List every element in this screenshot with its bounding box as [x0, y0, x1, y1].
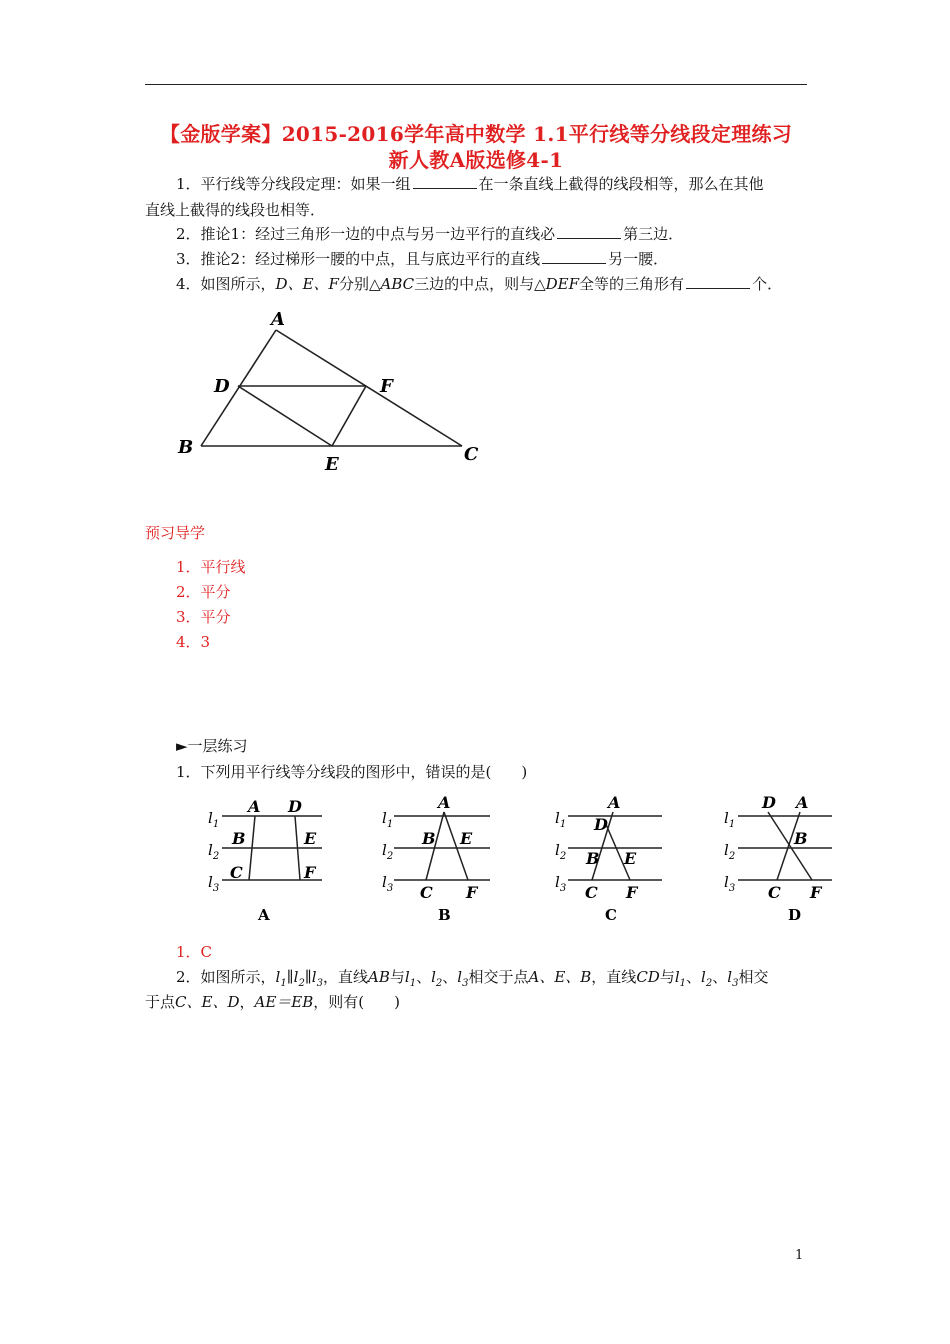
option-d-figure: [724, 793, 832, 924]
side-ab: [201, 330, 276, 446]
option-c-figure: [555, 793, 662, 924]
q4-text-e: 三边的中点，则与△: [414, 275, 546, 293]
header-rule: [145, 84, 807, 85]
preview-answer-4: 4．3: [176, 633, 211, 651]
q3-text-b: 另一腰．: [608, 250, 669, 268]
q2-text-a: 2．推论1：经过三角形一边的中点与另一边平行的直线必: [176, 225, 556, 243]
preview-answer-2: 2．平分: [176, 583, 231, 601]
q4-text-h: 个．: [752, 275, 783, 293]
doc-title-line2: 新人教A版选修4-1: [388, 148, 564, 172]
option-c-label-b: B: [586, 849, 600, 868]
label-e: E: [325, 454, 339, 475]
option-c-l3-label: $l_3$: [555, 873, 567, 894]
triangle-figure: [170, 300, 490, 480]
option-a-label-d: D: [288, 797, 302, 816]
q4-text-a: 4．如图所示，: [176, 275, 276, 293]
preview-answer-3: 3．平分: [176, 608, 231, 626]
option-b-label-a: A: [438, 793, 451, 812]
label-f: F: [380, 376, 393, 397]
option-d-l3-label: $l_3$: [724, 873, 736, 894]
page-number: 1: [795, 1248, 804, 1263]
option-a-l2-label: $l_2$: [208, 841, 220, 862]
triangle-lines: [201, 330, 462, 446]
option-b-label-b: B: [422, 829, 436, 848]
q1-blank: [413, 174, 477, 189]
segment-ef: [332, 386, 366, 446]
option-d-label-c: C: [768, 883, 781, 902]
q1-text-b: 在一条直线上截得的线段相等，那么在其他: [478, 175, 764, 193]
option-c-label-d: D: [594, 815, 608, 834]
option-a-l1-label: $l_1$: [208, 809, 220, 830]
option-d-label-a: A: [796, 793, 809, 812]
q3-blank: [542, 249, 606, 264]
question-4: [176, 271, 782, 297]
option-b-label-e: E: [460, 829, 473, 848]
option-a-label-e: E: [304, 829, 317, 848]
q4-abc: ABC: [380, 275, 415, 293]
q4-text-c: 分别△: [338, 275, 381, 293]
option-d-label-b: B: [794, 829, 808, 848]
exercise-1-answer: 1．C: [176, 943, 213, 961]
exercise-2-cont: 于点C、E、D，AE＝EB，则有( ): [145, 993, 400, 1011]
option-c-l2-label: $l_2$: [555, 841, 567, 862]
question-1: [176, 171, 764, 197]
q4-blank: [686, 274, 750, 289]
q2-text-b: 第三边．: [623, 225, 684, 243]
option-a-label-f: F: [304, 863, 316, 882]
exercise-2: 2．如图所示，$l_1\parallel l_2\parallel l_3$，直线AB与$l_1$、$l_2$、$l_3$相交于点A、E、B，直线CD与$l_1$、$l_2$、$l_3$相交: [176, 968, 769, 989]
question-3: [176, 246, 668, 272]
q3-text-a: 3．推论2：经过梯形一腰的中点，且与底边平行的直线: [176, 250, 541, 268]
option-b-caption: B: [438, 906, 451, 924]
exercise-1: 1．下列用平行线等分线段的图形中，错误的是( ): [176, 763, 528, 781]
option-c-label-c: C: [585, 883, 598, 902]
option-b-label-f: F: [466, 883, 478, 902]
option-a-figure: [208, 797, 322, 924]
question-2: [176, 221, 683, 247]
option-c-label-f: F: [626, 883, 638, 902]
option-b-l1-label: $l_1$: [382, 809, 394, 830]
q4-def: DEF: [545, 275, 580, 293]
option-d-l2-label: $l_2$: [724, 841, 736, 862]
option-b-l2-label: $l_2$: [382, 841, 394, 862]
option-b-l3-label: $l_3$: [382, 873, 394, 894]
option-c-l1-label: $l_1$: [555, 809, 567, 830]
option-d-label-f: F: [810, 883, 822, 902]
option-a-l3-label: $l_3$: [208, 873, 220, 894]
question-1-cont: 直线上截得的线段也相等．: [145, 201, 326, 219]
option-a-label-a: A: [248, 797, 261, 816]
option-b-figure: [382, 793, 490, 924]
options-figure: [200, 792, 840, 927]
option-d-label-d: D: [762, 793, 776, 812]
label-a: A: [271, 309, 285, 330]
label-b: B: [178, 437, 194, 458]
option-d-l1-label: $l_1$: [724, 809, 736, 830]
q4-points: D、E、F: [275, 275, 339, 293]
preview-answer-1: 1．平行线: [176, 558, 246, 576]
option-b-label-c: C: [420, 883, 433, 902]
preview-heading: 预习导学: [145, 524, 206, 542]
option-a-label-b: B: [232, 829, 246, 848]
q1-text-a: 1．平行线等分线段定理：如果一组: [176, 175, 411, 193]
label-d: D: [214, 376, 230, 397]
q2-blank: [557, 224, 621, 239]
label-c: C: [464, 444, 479, 465]
q4-text-g: 全等的三角形有: [579, 275, 685, 293]
option-a-caption: A: [258, 906, 270, 924]
segment-de: [238, 386, 332, 446]
option-d-caption: D: [788, 906, 802, 924]
option-a-label-c: C: [230, 863, 243, 882]
practice-heading: ►一层练习: [176, 737, 248, 755]
option-c-caption: C: [605, 906, 617, 924]
doc-title-line1: 【金版学案】2015-2016学年高中数学 1.1平行线等分线段定理练习: [159, 122, 793, 146]
option-c-label-a: A: [608, 793, 621, 812]
option-c-label-e: E: [624, 849, 637, 868]
